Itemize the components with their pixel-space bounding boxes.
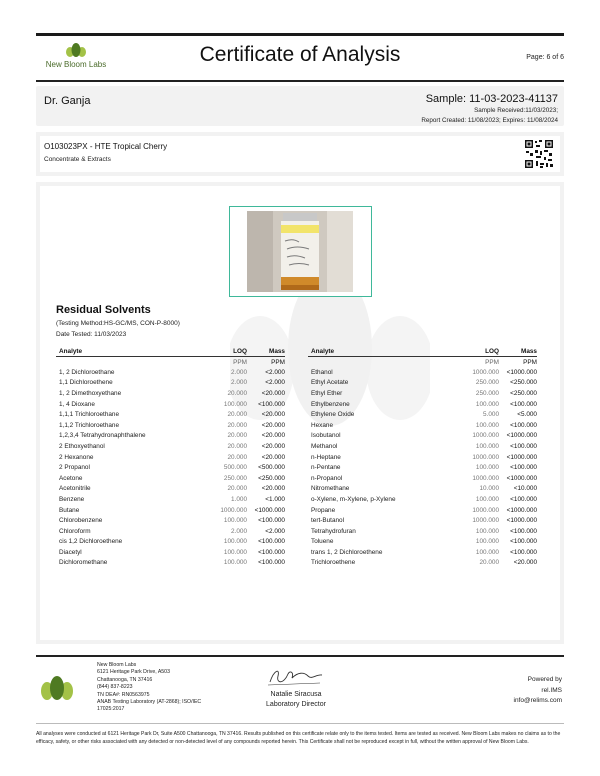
sample-received: Sample Received:11/03/2023; (474, 107, 558, 114)
loq-cell: 100.000 (223, 400, 247, 408)
mass-cell: <100.000 (258, 538, 285, 546)
date-tested: Date Tested: 11/03/2023 (56, 331, 127, 338)
mass-cell: <20.000 (261, 411, 285, 419)
mass-cell: <1000.000 (506, 517, 537, 525)
analyte-cell: Ethanol (311, 368, 333, 376)
analyte-cell: Methanol (311, 442, 338, 450)
signer-title: Laboratory Director (266, 701, 326, 708)
table-row (308, 399, 537, 410)
loq-cell: 1000.000 (472, 368, 499, 376)
loq-cell: 20.000 (227, 453, 247, 461)
analyte-cell: Chlorobenzene (59, 517, 103, 525)
loq-cell: 1000.000 (472, 517, 499, 525)
loq-cell: 1000.000 (472, 432, 499, 440)
testing-method: (Testing Method:HS-GC/MS, CON-P-8000) (56, 320, 180, 327)
lab-address-line: New Bloom Labs (97, 662, 137, 668)
analyte-cell: n-Propanol (311, 474, 343, 482)
mass-header: Mass (499, 346, 537, 357)
loq-cell: 100.000 (475, 548, 499, 556)
loq-cell: 100.000 (475, 442, 499, 450)
loq-cell: 100.000 (475, 400, 499, 408)
mass-cell: <100.000 (510, 400, 537, 408)
loq-cell: 1000.000 (472, 453, 499, 461)
analyte-cell: Toluene (311, 538, 334, 546)
analyte-cell: 2 Propanol (59, 464, 90, 472)
table-row (308, 558, 537, 569)
analyte-cell: tert-Butanol (311, 517, 345, 525)
lab-address-line: 17025:2017 (97, 706, 125, 713)
mass-cell: <250.000 (258, 474, 285, 482)
table-row (56, 420, 285, 431)
header-bottom-rule (36, 80, 564, 82)
lab-address-line: TN DEA#: RN0563975 (97, 691, 150, 698)
table-row (308, 484, 537, 495)
lab-address-line: 6121 Heritage Park Drive, A503 (97, 669, 170, 676)
mass-cell: <1000.000 (254, 506, 285, 514)
table-row (56, 431, 285, 442)
table-row (308, 494, 537, 505)
loq-cell: 5.000 (483, 411, 499, 419)
analyte-cell: Ethylbenzene (311, 400, 350, 408)
mass-cell: <100.000 (510, 421, 537, 429)
analyte-cell: 1,1,2 Trichloroethane (59, 421, 120, 429)
mass-cell: <100.000 (510, 495, 537, 503)
sample-id: Sample: 11-03-2023-41137 (425, 93, 558, 105)
table-row (56, 515, 285, 526)
loq-unit: PPM (233, 358, 247, 366)
table-row (56, 378, 285, 389)
table-row (308, 388, 537, 399)
loq-cell: 20.000 (227, 421, 247, 429)
powered-by-brand: rel.IMS (541, 686, 562, 694)
loq-cell: 100.000 (223, 517, 247, 525)
loq-cell: 100.000 (475, 527, 499, 535)
section-title: Residual Solvents (56, 304, 151, 316)
qr-code-icon[interactable] (524, 139, 554, 169)
analyte-cell: 1,1 Dichloroethene (59, 379, 113, 387)
analyte-cell: Ethyl Ether (311, 389, 343, 397)
page-title: Certificate of Analysis (199, 43, 401, 66)
loq-header: LOQ (199, 346, 247, 357)
loq-cell: 100.000 (223, 559, 247, 567)
table-row (308, 526, 537, 537)
analyte-cell: 1, 4 Dioxane (59, 400, 95, 408)
analyte-cell: 1,2,3,4 Tetrahydronaphthalene (59, 432, 146, 440)
table-row (56, 473, 285, 484)
loq-header: LOQ (451, 346, 499, 357)
sample-photo (229, 206, 372, 297)
analyte-header: Analyte (56, 346, 199, 357)
loq-cell: 1000.000 (472, 474, 499, 482)
sample-jar-image (247, 211, 353, 292)
table-row (56, 399, 285, 410)
mass-cell: <100.000 (510, 538, 537, 546)
lab-address-line: ANAB Testing Laboratory (AT-2868); ISO/IEC (97, 699, 202, 706)
mass-cell: <1.000 (265, 495, 285, 503)
table-row (56, 558, 285, 569)
analyte-cell: Hexane (311, 421, 334, 429)
loq-cell: 2.000 (231, 527, 247, 535)
leaf-logo-icon (65, 42, 87, 58)
mass-cell: <20.000 (261, 453, 285, 461)
mass-cell: <250.000 (510, 389, 537, 397)
mass-cell: <20.000 (261, 485, 285, 493)
loq-cell: 20.000 (479, 559, 499, 567)
mass-cell: <10.000 (513, 485, 537, 493)
signer-name: Natalie Siracusa (270, 691, 322, 698)
analyte-cell: 2 Ethoxyethanol (59, 442, 105, 450)
analyte-cell: Nitromethane (311, 485, 350, 493)
loq-cell: 1000.000 (220, 506, 247, 514)
loq-cell: 20.000 (227, 432, 247, 440)
lab-logo (36, 42, 116, 72)
analyte-cell: Trichloroethene (311, 559, 356, 567)
mass-cell: <20.000 (261, 442, 285, 450)
footer-rule (36, 655, 564, 657)
loq-cell: 20.000 (227, 389, 247, 397)
mass-cell: <2.000 (265, 368, 285, 376)
powered-by-email[interactable]: info@relims.com (513, 697, 562, 704)
table-row (56, 409, 285, 420)
loq-cell: 2.000 (231, 379, 247, 387)
lab-address-line: (844) 837-8223 (97, 684, 133, 691)
table-row (308, 547, 537, 558)
page-number: Page: 6 of 6 (526, 54, 564, 61)
mass-cell: <20.000 (261, 421, 285, 429)
mass-cell: <100.000 (510, 527, 537, 535)
loq-cell: 10.000 (479, 485, 499, 493)
table-row (56, 367, 285, 378)
table-row (56, 494, 285, 505)
solvents-table-right (308, 346, 537, 568)
signer (256, 690, 336, 710)
mass-cell: <100.000 (258, 559, 285, 567)
product-card (36, 132, 564, 176)
loq-cell: 250.000 (223, 474, 247, 482)
analyte-cell: trans 1, 2 Dichloroethene (311, 548, 383, 556)
analyte-header: Analyte (308, 346, 451, 357)
header-top-rule (36, 33, 564, 36)
table-row (308, 537, 537, 548)
logo-text: New Bloom Labs (45, 60, 107, 69)
product-name: O103023PX - HTE Tropical Cherry (44, 142, 168, 151)
mass-cell: <1000.000 (506, 432, 537, 440)
analyte-cell: Isobutanol (311, 432, 341, 440)
analyte-cell: Butane (59, 506, 80, 514)
lab-address (97, 662, 201, 714)
mass-cell: <100.000 (258, 517, 285, 525)
mass-cell: <1000.000 (506, 474, 537, 482)
mass-cell: <100.000 (510, 548, 537, 556)
loq-cell: 1.000 (231, 495, 247, 503)
loq-cell: 2.000 (231, 368, 247, 376)
mass-cell: <2.000 (265, 379, 285, 387)
mass-cell: <100.000 (258, 548, 285, 556)
loq-cell: 250.000 (475, 389, 499, 397)
table-row (308, 409, 537, 420)
mass-header: Mass (247, 346, 285, 357)
table-row (56, 526, 285, 537)
loq-cell: 100.000 (475, 421, 499, 429)
mass-unit: PPM (271, 358, 285, 366)
table-row (56, 452, 285, 463)
analyte-cell: Benzene (59, 495, 85, 503)
disclaimer-rule (36, 723, 564, 724)
loq-cell: 500.000 (223, 464, 247, 472)
solvents-table-left (56, 346, 285, 568)
table-row (56, 547, 285, 558)
mass-cell: <2.000 (265, 527, 285, 535)
loq-cell: 100.000 (223, 548, 247, 556)
mass-cell: <20.000 (261, 389, 285, 397)
loq-cell: 100.000 (223, 538, 247, 546)
table-row (308, 420, 537, 431)
loq-cell: 100.000 (475, 538, 499, 546)
powered-by (514, 675, 563, 707)
loq-cell: 20.000 (227, 442, 247, 450)
disclaimer: All analyses were conducted at 6121 Heritage Park Dr, Suite A500 Chattanooga, TN 37416. Results published on this certificate relate only to the items tested. Items are tested as received. New Bloom Labs makes no claims as to the efficacy, safety, or other risks associated with any detected or non-detected level of any compounds reported herein. This Certificate shall not be reproduced except in full, without the written approval of New Bloom Labs. (36, 731, 561, 745)
product-category: Concentrate & Extracts (44, 156, 111, 163)
analyte-cell: Chloroform (59, 527, 91, 535)
analyte-cell: cis 1,2 Dichloroethene (59, 538, 123, 546)
analyte-cell: Dichloromethane (59, 559, 108, 567)
analyte-cell: Tetrahydrofuran (311, 527, 356, 535)
loq-cell: 1000.000 (472, 506, 499, 514)
table-row (56, 388, 285, 399)
table-row (56, 441, 285, 452)
signature-image (264, 666, 328, 688)
analyte-cell: Propane (311, 506, 336, 514)
table-row (308, 431, 537, 442)
mass-cell: <100.000 (510, 464, 537, 472)
mass-cell: <100.000 (510, 442, 537, 450)
mass-cell: <20.000 (261, 432, 285, 440)
table-row (308, 378, 537, 389)
mass-cell: <5.000 (517, 411, 537, 419)
analyte-cell: Diacetyl (59, 548, 82, 556)
loq-cell: 100.000 (475, 464, 499, 472)
table-row (308, 462, 537, 473)
mass-cell: <20.000 (513, 559, 537, 567)
analyte-cell: Ethyl Acetate (311, 379, 349, 387)
mass-cell: <500.000 (258, 464, 285, 472)
analyte-cell: n-Pentane (311, 464, 341, 472)
table-row (56, 484, 285, 495)
loq-cell: 250.000 (475, 379, 499, 387)
mass-cell: <1000.000 (506, 453, 537, 461)
analyte-cell: Acetonitrile (59, 485, 91, 493)
table-row (308, 505, 537, 516)
analyte-cell: 2 Hexanone (59, 453, 94, 461)
analyte-cell: 1, 2 Dichloroethane (59, 368, 115, 376)
analyte-cell: 1, 2 Dimethoxyethane (59, 389, 122, 397)
analyte-cell: o-Xylene, m-Xylene, p-Xylene (311, 495, 396, 503)
lab-address-line: Chattanooga, TN 37416 (97, 676, 153, 683)
table-row (308, 452, 537, 463)
analyte-cell: n-Heptane (311, 453, 341, 461)
analyte-cell: Ethylene Oxide (311, 411, 355, 419)
table-row (308, 367, 537, 378)
mass-cell: <1000.000 (506, 506, 537, 514)
table-row (56, 462, 285, 473)
table-row (56, 537, 285, 548)
footer-leaf-logo-icon (40, 676, 74, 702)
loq-cell: 20.000 (227, 485, 247, 493)
loq-cell: 100.000 (475, 495, 499, 503)
report-dates: Report Created: 11/08/2023; Expires: 11/08/2024 (421, 117, 558, 124)
table-row (308, 473, 537, 484)
mass-cell: <1000.000 (506, 368, 537, 376)
table-row (308, 441, 537, 452)
mass-unit: PPM (523, 358, 537, 366)
loq-unit: PPM (485, 358, 499, 366)
analyte-cell: 1,1,1 Trichloroethane (59, 411, 120, 419)
client-name: Dr. Ganja (44, 95, 91, 107)
mass-cell: <100.000 (258, 400, 285, 408)
analyte-cell: Acetone (59, 474, 83, 482)
table-row (56, 505, 285, 516)
table-row (308, 515, 537, 526)
mass-cell: <250.000 (510, 379, 537, 387)
loq-cell: 20.000 (227, 411, 247, 419)
powered-by-label: Powered by (527, 676, 562, 683)
